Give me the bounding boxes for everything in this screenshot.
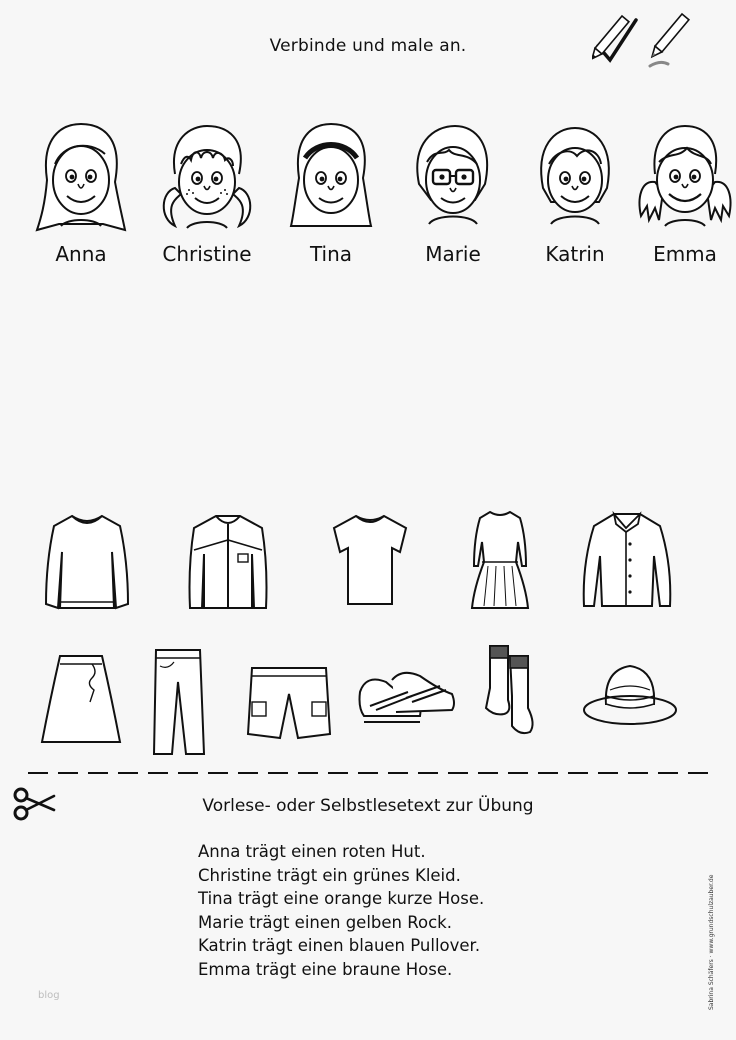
name-label: Tina xyxy=(309,242,353,266)
name-label: Marie xyxy=(425,242,481,266)
sneakers-icon[interactable] xyxy=(356,664,456,740)
shorts-icon[interactable] xyxy=(246,664,332,742)
sentence: Emma trägt eine braune Hose. xyxy=(198,959,453,979)
child-marie[interactable] xyxy=(398,118,508,278)
watermark: blog xyxy=(38,990,60,1001)
sentence: Tina trägt eine orange kurze Hose. xyxy=(198,889,485,908)
reading-text xyxy=(198,840,484,981)
pencil-check-icon xyxy=(592,12,692,72)
credit-text: Sabrina Schäfers · www.grundschulzauber.de xyxy=(708,874,715,1010)
name-label: Katrin xyxy=(545,242,605,266)
jacket-icon[interactable] xyxy=(186,510,270,614)
trousers-icon[interactable] xyxy=(148,646,208,758)
shirt-icon[interactable] xyxy=(580,508,676,612)
children-row xyxy=(26,118,716,278)
name-label: Emma xyxy=(653,242,717,266)
child-tina[interactable] xyxy=(276,118,386,278)
face-marie-icon xyxy=(405,118,501,236)
sentence: Marie trägt einen gelben Rock. xyxy=(198,912,452,932)
socks-icon[interactable] xyxy=(480,642,550,744)
child-emma[interactable] xyxy=(630,118,736,278)
name-label: Anna xyxy=(55,242,107,266)
hat-icon[interactable] xyxy=(580,660,680,734)
face-anna-icon xyxy=(33,118,129,236)
face-emma-icon xyxy=(635,118,735,236)
face-katrin-icon xyxy=(527,118,623,236)
t-shirt-icon[interactable] xyxy=(330,512,410,608)
child-katrin[interactable] xyxy=(520,118,630,278)
skirt-icon[interactable] xyxy=(40,650,122,750)
pullover-icon[interactable] xyxy=(42,512,132,614)
page-title: Verbinde und male an. xyxy=(269,36,467,56)
child-anna[interactable] xyxy=(26,118,136,278)
dress-icon[interactable] xyxy=(468,508,532,612)
sentence: Katrin trägt einen blauen Pullover. xyxy=(198,936,481,955)
face-christine-icon xyxy=(157,118,257,236)
clothes-area xyxy=(0,500,736,770)
name-label: Christine xyxy=(162,242,252,266)
reading-text-title: Vorlese- oder Selbstlesetext zur Übung xyxy=(202,796,534,816)
cut-line xyxy=(28,768,712,778)
child-christine[interactable] xyxy=(152,118,262,278)
face-tina-icon xyxy=(283,118,379,236)
sentence: Christine trägt ein grünes Kleid. xyxy=(198,865,461,885)
sentence: Anna trägt einen roten Hut. xyxy=(198,842,426,861)
